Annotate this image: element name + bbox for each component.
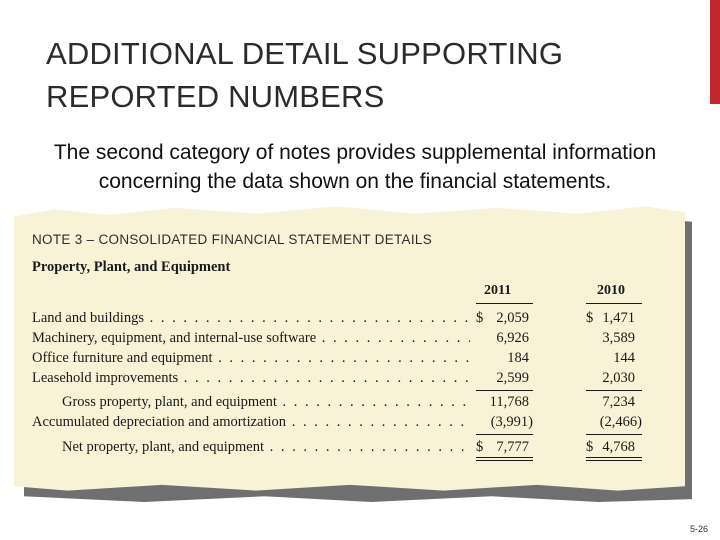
column-header-rule bbox=[586, 303, 642, 304]
row-label: Office furniture and equipment . . . bbox=[32, 350, 470, 367]
table-row bbox=[0, 310, 700, 330]
row-label: Net property, plant, and equipment . . . bbox=[62, 439, 470, 456]
row-label: Machinery, equipment, and internal-use software . . . bbox=[32, 330, 470, 347]
table-row bbox=[0, 414, 700, 434]
value-2011: 2,059 bbox=[496, 310, 529, 326]
value-2010: 1,471 bbox=[602, 310, 635, 326]
page-number: 5-26 bbox=[689, 524, 708, 534]
value-2010: (2,466) bbox=[599, 414, 642, 430]
column-header-2010: 2010 bbox=[597, 283, 625, 298]
currency-symbol: $ bbox=[476, 439, 484, 455]
row-label: Leasehold improvements . . . bbox=[32, 370, 470, 387]
table-row bbox=[0, 330, 700, 350]
table-row bbox=[0, 394, 700, 414]
value-2010: 3,589 bbox=[602, 330, 635, 346]
value-2011: 184 bbox=[507, 350, 529, 366]
row-label: Gross property, plant, and equipment . . . bbox=[62, 394, 470, 411]
value-2011: 7,777 bbox=[496, 439, 529, 455]
value-2010: 7,234 bbox=[602, 394, 635, 410]
total-double-rule bbox=[586, 457, 642, 461]
row-label: Accumulated depreciation and amortization . . . bbox=[32, 414, 470, 431]
value-2011: 6,926 bbox=[496, 330, 529, 346]
currency-symbol: $ bbox=[476, 310, 484, 326]
value-2010: 4,768 bbox=[602, 439, 635, 455]
subtotal-rule bbox=[476, 390, 533, 391]
slide-title-line-2: REPORTED NUMBERS bbox=[46, 79, 385, 114]
row-label: Land and buildings . . . bbox=[32, 310, 470, 327]
value-2011: (3,991) bbox=[490, 414, 533, 430]
slide-subtitle bbox=[0, 138, 710, 196]
value-2011: 11,768 bbox=[489, 394, 529, 410]
currency-symbol: $ bbox=[586, 439, 594, 455]
slide-title bbox=[46, 32, 666, 118]
column-header-2011: 2011 bbox=[484, 283, 512, 298]
column-header-rule bbox=[476, 303, 533, 304]
table-row bbox=[0, 350, 700, 370]
slide-title-line-1: ADDITIONAL DETAIL SUPPORTING bbox=[46, 36, 564, 71]
currency-symbol: $ bbox=[586, 310, 594, 326]
subtitle-line-1: The second category of notes provides supplemental information bbox=[53, 141, 657, 164]
value-2010: 144 bbox=[613, 350, 635, 366]
note-heading: NOTE 3 – CONSOLIDATED FINANCIAL STATEMENT DETAILS bbox=[32, 232, 433, 247]
value-2010: 2,030 bbox=[602, 370, 635, 386]
value-2011: 2,599 bbox=[496, 370, 529, 386]
subtitle-line-2: concerning the data shown on the financial statements. bbox=[98, 170, 612, 193]
table-row bbox=[0, 370, 700, 390]
subtotal-rule bbox=[586, 390, 642, 391]
accent-bar bbox=[710, 0, 720, 104]
subtotal-rule bbox=[476, 434, 533, 435]
table-row bbox=[0, 439, 700, 459]
subtotal-rule bbox=[586, 434, 642, 435]
total-double-rule bbox=[476, 457, 533, 461]
section-title: Property, Plant, and Equipment bbox=[32, 259, 231, 275]
